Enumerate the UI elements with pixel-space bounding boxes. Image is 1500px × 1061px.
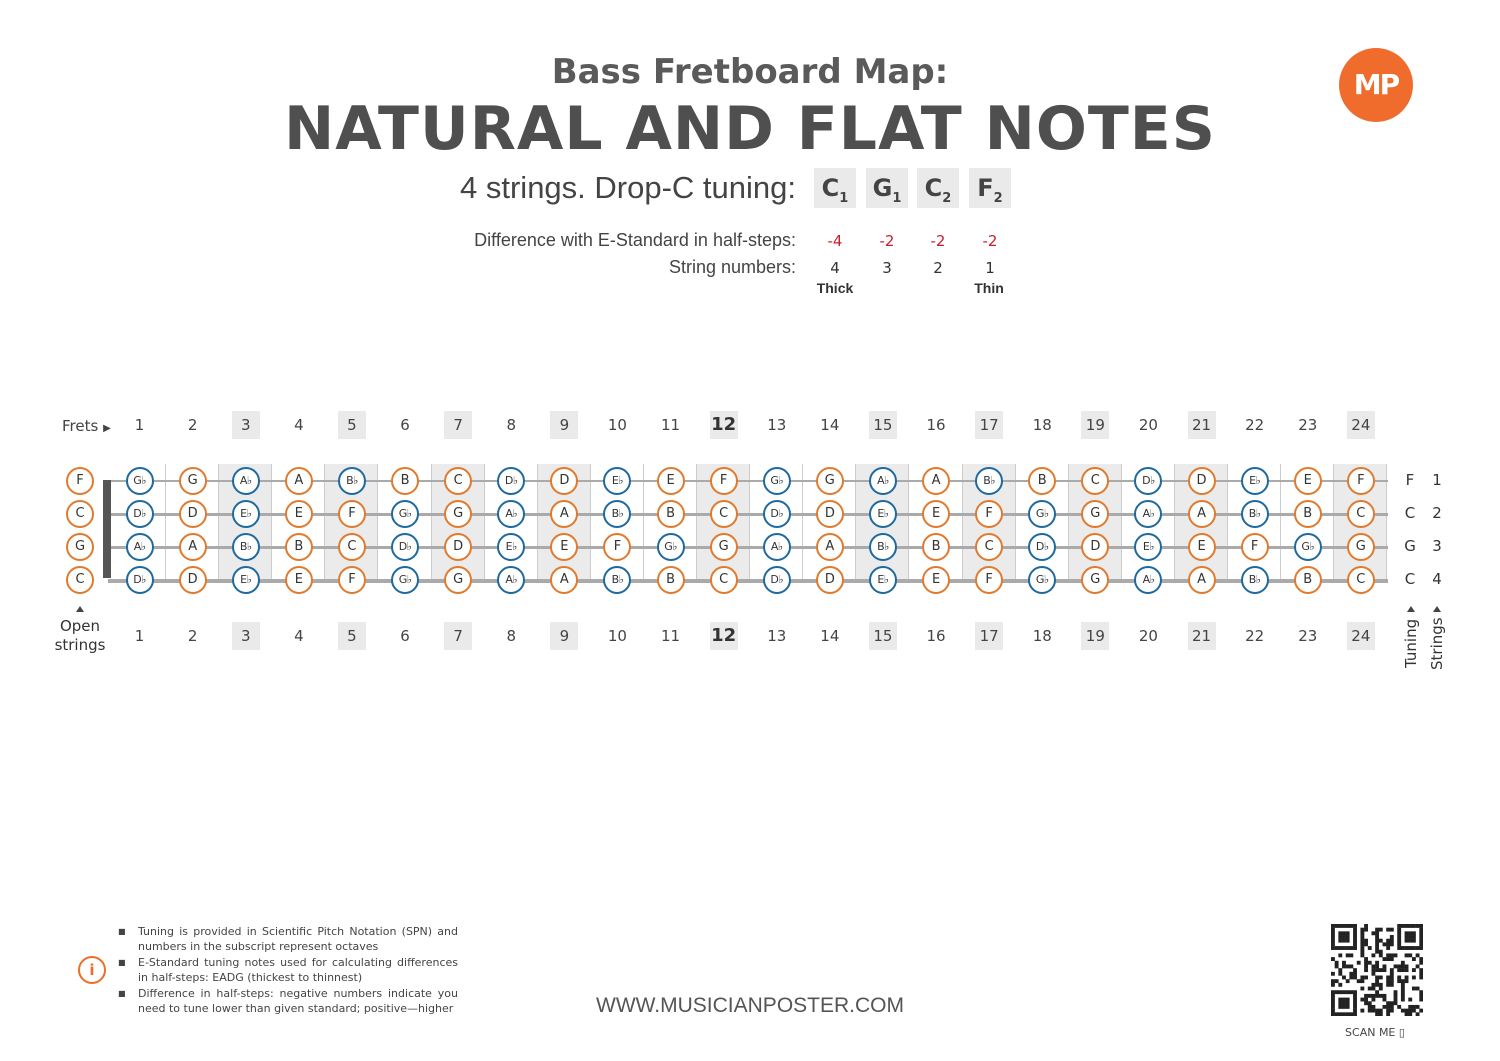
note-marker: B (657, 500, 685, 528)
note-marker: A♭ (1134, 500, 1162, 528)
string-number: 3 (882, 259, 892, 277)
note-marker: G♭ (126, 467, 154, 495)
note-marker: B♭ (1241, 566, 1269, 594)
fret-number: 10 (607, 627, 627, 645)
note-marker: G (444, 566, 472, 594)
fret-number: 18 (1032, 627, 1052, 645)
note-marker: C (1081, 467, 1109, 495)
fret-number: 12 (710, 622, 738, 650)
note-marker: D♭ (497, 467, 525, 495)
note-marker: A (816, 533, 844, 561)
note-marker: G♭ (763, 467, 791, 495)
note-marker: A (922, 467, 950, 495)
note-marker: G (710, 533, 738, 561)
fret-number: 14 (820, 627, 840, 645)
fret-number: 18 (1032, 416, 1052, 434)
fret-number: 17 (975, 622, 1003, 650)
note-marker: F (975, 500, 1003, 528)
string-number: 1 (1432, 471, 1442, 489)
page-title: NATURAL AND FLAT NOTES (284, 94, 1216, 164)
note-marker: A♭ (497, 566, 525, 594)
note-marker: D♭ (126, 566, 154, 594)
scan-me-label: SCAN ME ▯ (1345, 1026, 1405, 1039)
difference-value: -2 (930, 232, 946, 250)
note-marker: G♭ (391, 500, 419, 528)
note-marker: A (1188, 500, 1216, 528)
note-marker: D♭ (391, 533, 419, 561)
fret-number: 4 (294, 627, 304, 645)
fret-number: 22 (1245, 627, 1265, 645)
string-number: 4 (830, 259, 840, 277)
note-marker: G (1347, 533, 1375, 561)
note-marker: F (975, 566, 1003, 594)
fret-number: 23 (1298, 627, 1318, 645)
string-number: 2 (1432, 504, 1442, 522)
note-marker: E (1294, 467, 1322, 495)
open-string-note: C (66, 566, 94, 594)
page-subtitle: Bass Fretboard Map: (551, 52, 949, 92)
footer-note: ■ Tuning is provided in Scientific Pitch Notation (SPN) and numbers in the subscript represent octaves (118, 925, 458, 953)
fret-number: 4 (294, 416, 304, 434)
note-marker: E (285, 566, 313, 594)
note-marker: D (1081, 533, 1109, 561)
note-marker: B♭ (869, 533, 897, 561)
note-marker: B (391, 467, 419, 495)
note-marker: G (179, 467, 207, 495)
fret-number: 16 (926, 627, 946, 645)
website-link[interactable]: WWW.MUSICIANPOSTER.COM (596, 994, 904, 1017)
note-marker: D (179, 500, 207, 528)
note-marker: C (1347, 566, 1375, 594)
note-marker: C (444, 467, 472, 495)
string-number: 1 (985, 259, 995, 277)
note-marker: D♭ (126, 500, 154, 528)
fret-number: 15 (869, 622, 897, 650)
note-marker: D♭ (1028, 533, 1056, 561)
fret-number: 15 (869, 411, 897, 439)
fret-number: 1 (134, 416, 145, 434)
string-number: 4 (1432, 570, 1442, 588)
open-string-note: G (66, 533, 94, 561)
fret-number: 12 (710, 411, 738, 439)
note-marker: E (550, 533, 578, 561)
note-marker: E♭ (1134, 533, 1162, 561)
note-marker: B♭ (603, 500, 631, 528)
note-marker: B♭ (603, 566, 631, 594)
note-marker: G♭ (391, 566, 419, 594)
note-marker: D (444, 533, 472, 561)
fret-number: 11 (661, 627, 681, 645)
difference-value: -2 (879, 232, 895, 250)
note-marker: B♭ (232, 533, 260, 561)
note-marker: B♭ (338, 467, 366, 495)
tuning-note-1: $F_2$ (969, 168, 1011, 208)
fret-number: 10 (607, 416, 627, 434)
note-marker: C (710, 566, 738, 594)
note-marker: B (1294, 500, 1322, 528)
note-marker: A (179, 533, 207, 561)
fret-number: 8 (506, 627, 517, 645)
note-marker: G♭ (1028, 566, 1056, 594)
fret-number: 23 (1298, 416, 1318, 434)
note-marker: A♭ (126, 533, 154, 561)
note-marker: A (550, 566, 578, 594)
note-marker: F (1241, 533, 1269, 561)
fret-number: 14 (820, 416, 840, 434)
brand-logo: MP (1339, 48, 1413, 122)
fret-number: 21 (1188, 411, 1216, 439)
string-tuning: F (1405, 471, 1415, 489)
note-marker: G (444, 500, 472, 528)
note-marker: F (338, 566, 366, 594)
note-marker: D♭ (763, 500, 791, 528)
fret-number: 5 (338, 411, 366, 439)
tuning-note-4: $C_1$ (814, 168, 856, 208)
note-marker: A♭ (869, 467, 897, 495)
note-marker: B (922, 533, 950, 561)
frets-label: Frets ▶ (62, 417, 111, 435)
fret-number: 2 (187, 416, 198, 434)
note-marker: G (1081, 500, 1109, 528)
fret-number: 7 (444, 622, 472, 650)
fret-number: 6 (400, 627, 410, 645)
note-marker: E (922, 500, 950, 528)
string-numbers-label: String numbers: (668, 257, 796, 277)
note-marker: B (285, 533, 313, 561)
note-marker: G♭ (1294, 533, 1322, 561)
note-marker: B (657, 566, 685, 594)
fret-number: 11 (661, 416, 681, 434)
note-marker: E♭ (603, 467, 631, 495)
note-marker: A♭ (232, 467, 260, 495)
note-marker: D (816, 566, 844, 594)
note-marker: F (603, 533, 631, 561)
footer-note: ■ Difference in half-steps: negative numbers indicate you need to tune lower than given standard; positive—higher (118, 987, 458, 1015)
tuning-note-3: $G_1$ (866, 168, 908, 208)
fret-number: 2 (187, 627, 198, 645)
up-arrow-icon (1407, 606, 1415, 612)
note-marker: B (1028, 467, 1056, 495)
note-marker: A (550, 500, 578, 528)
open-strings-label: Open strings (54, 617, 106, 654)
note-marker: D (816, 500, 844, 528)
fret-number: 17 (975, 411, 1003, 439)
note-marker: G♭ (657, 533, 685, 561)
note-marker: B (1294, 566, 1322, 594)
note-marker: D♭ (1134, 467, 1162, 495)
open-string-note: C (66, 500, 94, 528)
note-marker: A♭ (497, 500, 525, 528)
tuning-label: 4 strings. Drop-C tuning: (460, 170, 796, 205)
fret-number: 22 (1245, 416, 1265, 434)
fret-number: 1 (134, 627, 145, 645)
note-marker: E (1188, 533, 1216, 561)
note-marker: E♭ (232, 500, 260, 528)
tuning-note-2: $C_2$ (917, 168, 959, 208)
string-number: 2 (933, 259, 943, 277)
difference-value: -4 (827, 232, 843, 250)
fret-number: 16 (926, 416, 946, 434)
note-marker: D (1188, 467, 1216, 495)
string-tuning: G (1404, 537, 1416, 555)
open-string-note: F (66, 467, 94, 495)
note-marker: F (710, 467, 738, 495)
phone-icon: ▯ (1398, 1026, 1405, 1039)
note-marker: E (285, 500, 313, 528)
fret-number: 6 (400, 416, 410, 434)
note-marker: G (1081, 566, 1109, 594)
fret-number: 20 (1138, 416, 1158, 434)
note-marker: C (975, 533, 1003, 561)
fret-number: 21 (1188, 622, 1216, 650)
string-number: 3 (1432, 537, 1442, 555)
note-marker: A (285, 467, 313, 495)
note-marker: A (1188, 566, 1216, 594)
note-marker: E♭ (869, 566, 897, 594)
fret-number: 19 (1081, 411, 1109, 439)
note-marker: D (550, 467, 578, 495)
footer-note: ■ E-Standard tuning notes used for calculating differences in half-steps: EADG (thickest to thinnest) (118, 956, 458, 984)
fret-number: 19 (1081, 622, 1109, 650)
thin-label: Thin (974, 280, 1004, 296)
note-marker: C (1347, 500, 1375, 528)
fret-number: 9 (550, 411, 578, 439)
fret-number: 20 (1138, 627, 1158, 645)
qr-code-icon[interactable] (1331, 924, 1423, 1016)
note-marker: B♭ (1241, 500, 1269, 528)
note-marker: C (338, 533, 366, 561)
difference-value: -2 (982, 232, 998, 250)
fret-number: 7 (444, 411, 472, 439)
strings-axis-label: Strings (1428, 617, 1446, 670)
note-marker: B♭ (975, 467, 1003, 495)
fret-number: 24 (1347, 622, 1375, 650)
fret-number: 13 (767, 416, 787, 434)
fret-number: 3 (232, 622, 260, 650)
difference-label: Difference with E-Standard in half-steps: (474, 230, 796, 250)
note-marker: C (710, 500, 738, 528)
note-marker: E♭ (497, 533, 525, 561)
fret-number: 24 (1347, 411, 1375, 439)
note-marker: D (179, 566, 207, 594)
note-marker: D♭ (763, 566, 791, 594)
info-icon: i (78, 956, 106, 984)
note-marker: E (657, 467, 685, 495)
note-marker: A♭ (1134, 566, 1162, 594)
thick-label: Thick (816, 280, 854, 296)
fret-number: 13 (767, 627, 787, 645)
note-marker: E♭ (232, 566, 260, 594)
note-marker: A♭ (763, 533, 791, 561)
tuning-axis-label: Tuning (1402, 618, 1420, 668)
string-tuning: C (1404, 504, 1416, 522)
note-marker: G (816, 467, 844, 495)
note-marker: E (922, 566, 950, 594)
fret-number: 5 (338, 622, 366, 650)
note-marker: E♭ (1241, 467, 1269, 495)
note-marker: F (338, 500, 366, 528)
nut (103, 480, 111, 578)
note-marker: E♭ (869, 500, 897, 528)
fret-number: 3 (232, 411, 260, 439)
fret-number: 8 (506, 416, 517, 434)
up-arrow-icon (1433, 606, 1441, 612)
note-marker: F (1347, 467, 1375, 495)
note-marker: G♭ (1028, 500, 1056, 528)
string-tuning: C (1404, 570, 1416, 588)
up-arrow-icon (76, 606, 84, 612)
fret-number: 9 (550, 622, 578, 650)
